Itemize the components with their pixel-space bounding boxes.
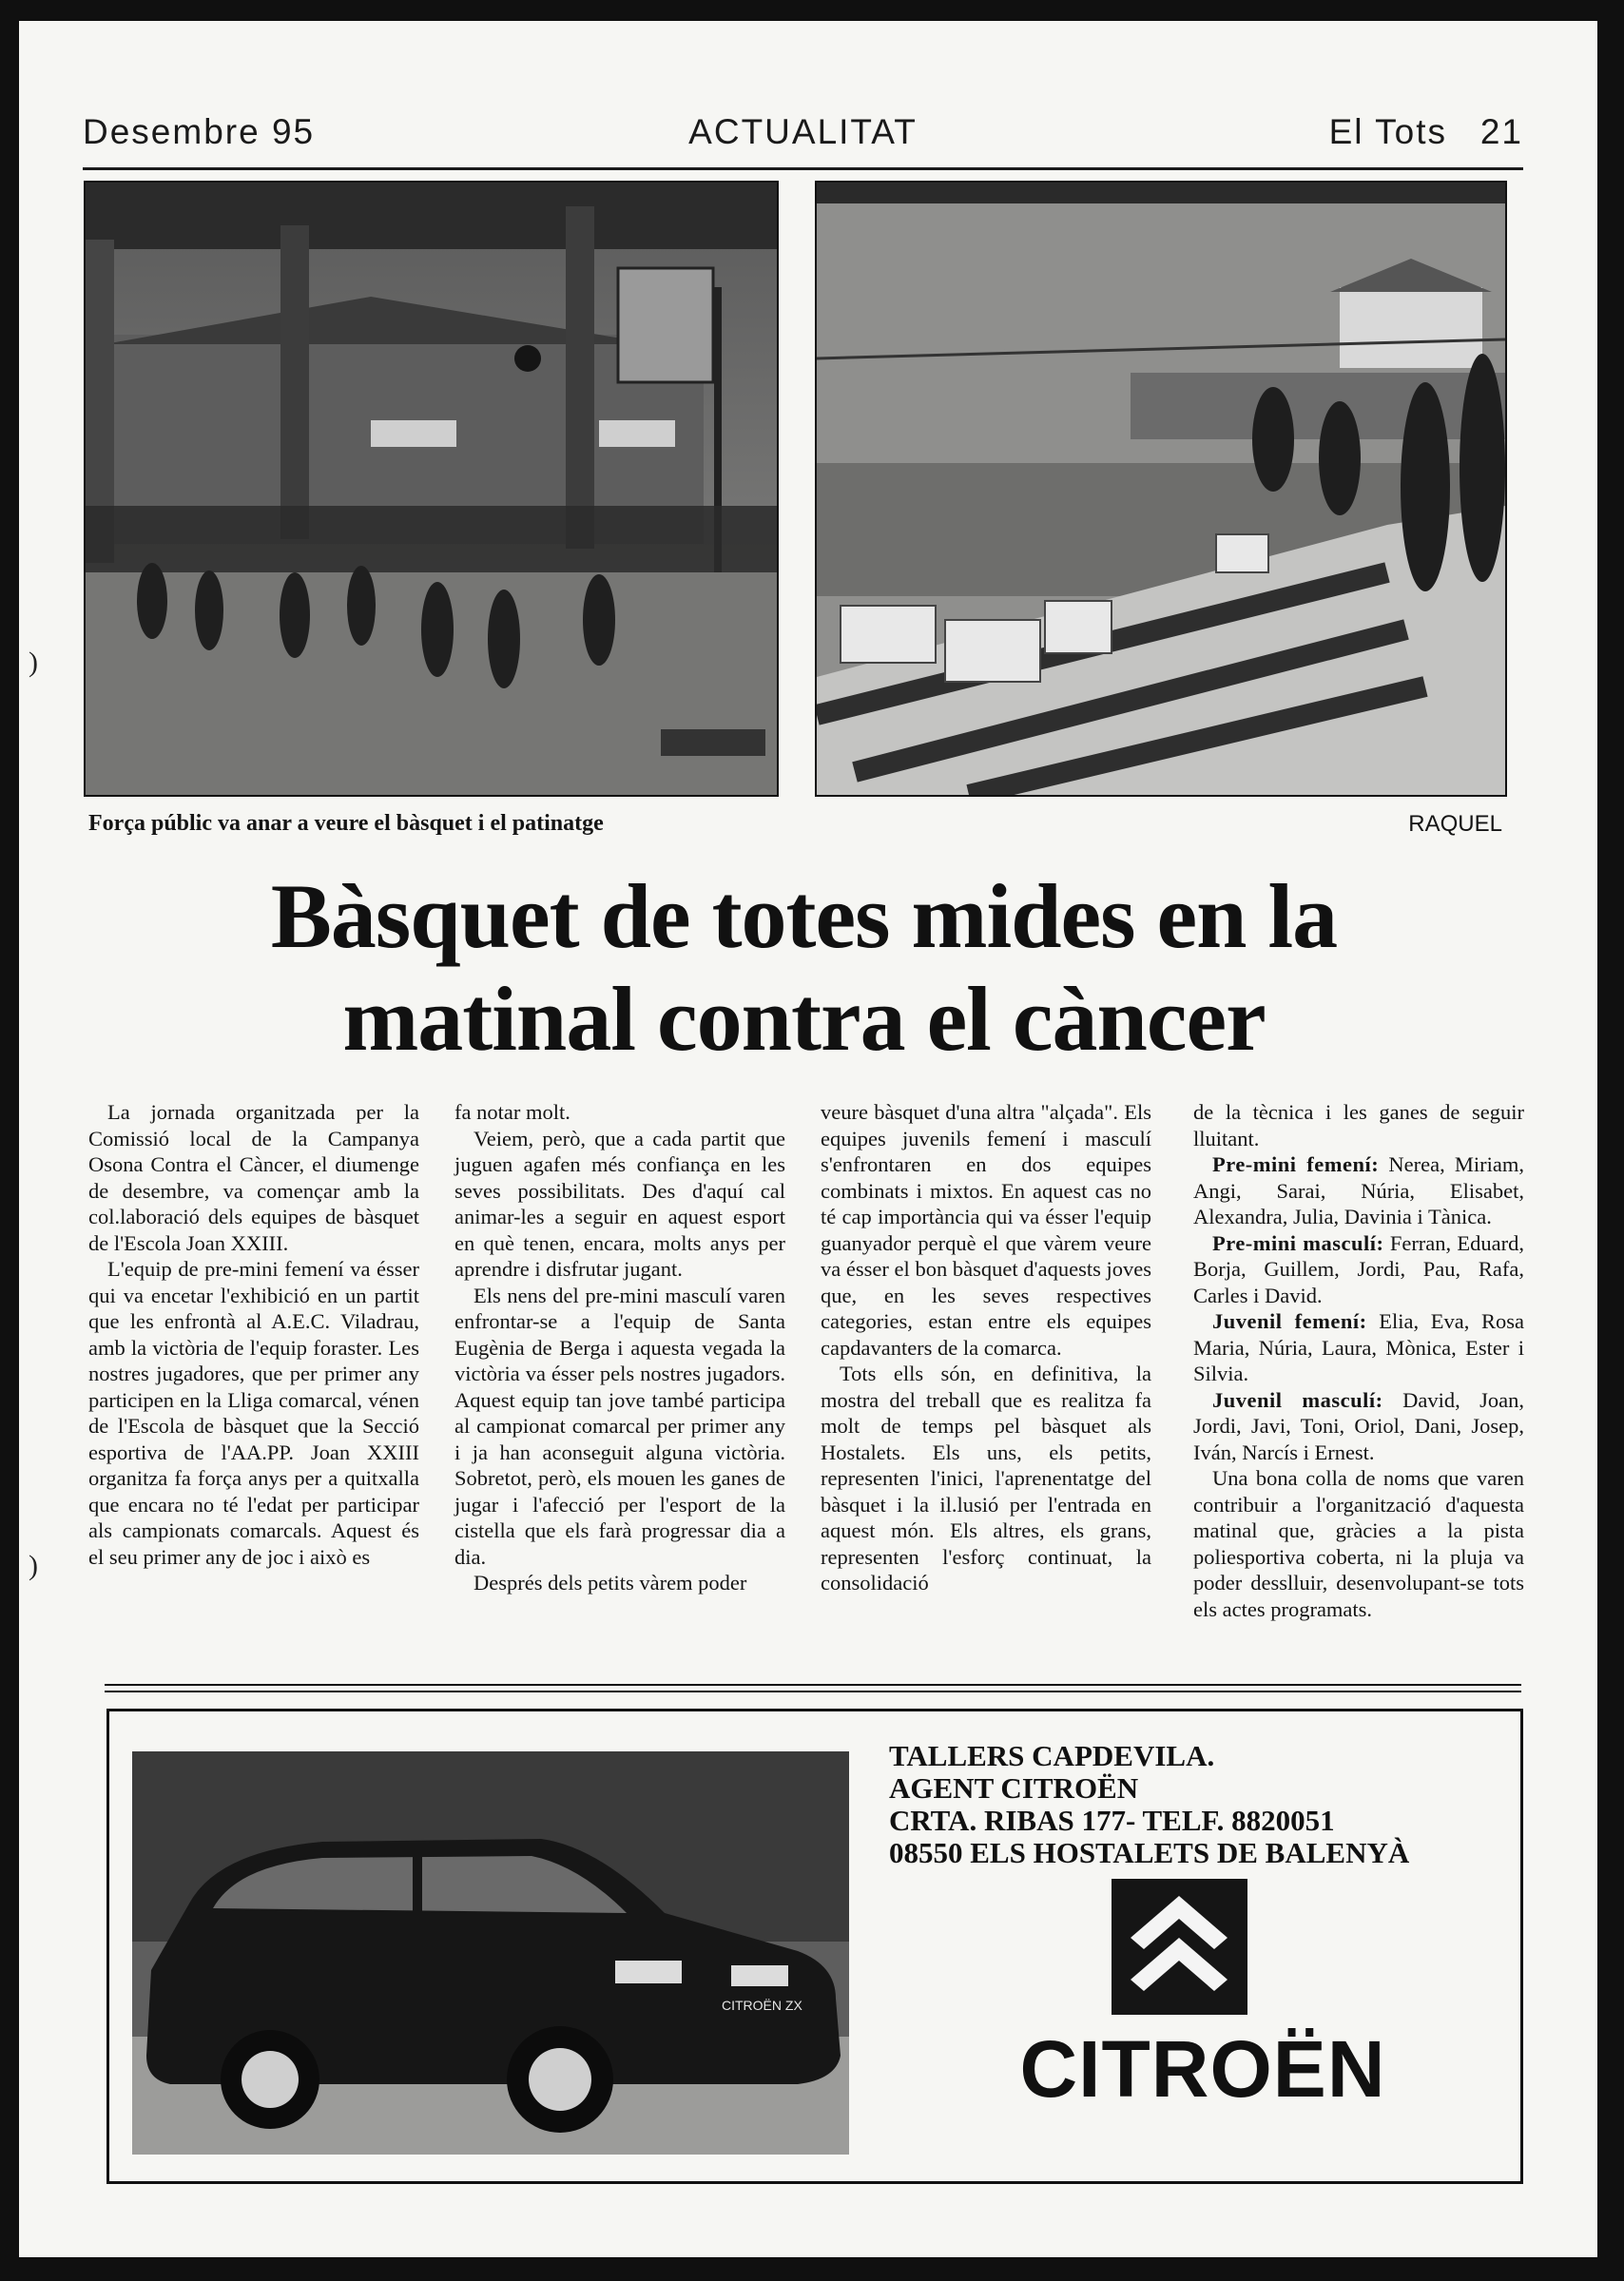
article-headline [84, 865, 1524, 1071]
page-number: 21 [1479, 112, 1523, 151]
article-column-4 [1193, 1099, 1524, 1622]
paragraph: L'equip de pre-mini femení va ésser qui va encetar l'exhibició en un partit que les enfrontà al A.E.C. Viladrau, amb la victòria de l'equip foraster. Les nostres jugadores, que per primer any participen en la Lliga comarcal, vénen de l'Escola de bàsquet que la Secció esportiva de l'AA.PP. Joan XXIII organitza fa força anys per a quitxalla que encara no té l'edat per participar als campionats comarcals. Aquest és el seu primer any de joc i això es [88, 1257, 419, 1569]
basketball-game-photo [84, 181, 779, 797]
prize-table-photo [815, 181, 1507, 797]
dealer-details [889, 1740, 1409, 1869]
paragraph: veure bàsquet d'una altra "alçada". Els equipes juvenils femení i masculí s'enfrontaren en dos equipes combinats i mixtos. En aquest cas no té cap importància qui va ésser l'equip guanyador perquè el que vàrem veure va ésser el bon bàsquet d'aquests joves que, en les seves respectives categories, estan entre els equipes capdavanters de la comarca. [821, 1100, 1151, 1360]
issue-date: Desembre 95 [83, 112, 316, 151]
paragraph: Veiem, però, que a cada partit que juguen agafen més confiança en les seves possibilitats. Des d'aquí cal animar-les a seguir en aquest esport en què tenen, encara, molts anys per aprendre i disfrutar jugant. [454, 1126, 785, 1281]
dealer-agent: AGENT CITROËN [889, 1771, 1139, 1805]
roster-pre-mini-femeni [1193, 1151, 1524, 1230]
dealer-postal-address: 08550 ELS HOSTALETS DE BALENYÀ [889, 1836, 1410, 1869]
roster-names: Elia, Eva, Rosa Maria, Núria, Laura, Mònica, Ester i Silvia. [1193, 1309, 1525, 1385]
roster-label: Juvenil masculí: [1212, 1387, 1383, 1412]
article-column-3 [821, 1099, 1151, 1596]
roster-juvenil-masculi [1193, 1387, 1524, 1466]
roster-juvenil-femeni [1193, 1308, 1524, 1387]
roster-names: David, Joan, Jordi, Javi, Toni, Oriol, Dani, Josep, Iván, Narcís i Ernest. [1193, 1387, 1525, 1464]
roster-label: Pre-mini masculí: [1212, 1230, 1384, 1255]
roster-pre-mini-masculi [1193, 1230, 1524, 1309]
article-column-2 [454, 1099, 785, 1596]
citroen-chevron-logo [1112, 1879, 1247, 2015]
paragraph: fa notar molt. [454, 1100, 570, 1124]
photo-credit: RAQUEL [1408, 811, 1502, 837]
section-title: ACTUALITAT [688, 112, 918, 151]
page-header [83, 95, 1523, 156]
paragraph: de la tècnica i les ganes de seguir lluitant. [1193, 1100, 1524, 1150]
ad-divider-bottom [105, 1691, 1521, 1692]
paragraph: Després dels petits vàrem poder [474, 1571, 747, 1595]
scan-edge-mark-icon: ) [29, 647, 38, 678]
paragraph: Els nens del pre-mini masculí varen enfrontar-se a l'equip de Santa Eugènia de Berga i aquesta vegada la victòria va ésser pels nostres jugadors. Aquest equip tan jove també participa al campionat comarcal per primer any i ja han aconseguit alguna victòria. Sobretot, però, els mouen les ganes de jugar i l'afecció per l'esport de la cistella que els farà progressar dia a dia. [454, 1283, 785, 1569]
car-photo [132, 1751, 849, 2155]
dealer-address-phone: CRTA. RIBAS 177- TELF. 8820051 [889, 1804, 1335, 1837]
paragraph: Una bona colla de noms que varen contribuir a l'organització d'aquesta matinal que, gràcies a la pista poliesportiva coberta, ni la pluja va poder desslluir, desenvolupant-se tots els actes programats. [1193, 1466, 1524, 1621]
roster-label: Pre-mini femení: [1212, 1152, 1380, 1176]
headline-line-1: Bàsquet de totes mides en la [270, 865, 1338, 967]
photo-caption: Força públic va anar a veure el bàsquet i el patinatge [88, 811, 604, 836]
ad-divider-top [105, 1684, 1521, 1686]
citroen-advertisement [106, 1709, 1523, 2184]
roster-label: Juvenil femení: [1212, 1309, 1367, 1333]
paragraph: Tots ells són, en definitiva, la mostra del treball que es realitza fa molt de temps pel bàsquet als Hostalets. Els uns, els petits, representen l'inici, l'aprenentatge del bàsquet i la il.lusió per l'entrada en aquest món. Els altres, els grans, representen l'esforç continuat, la consolidació [821, 1362, 1151, 1595]
roster-names: Ferran, Eduard, Borja, Guillem, Jordi, Pau, Rafa, Carles i David. [1193, 1230, 1525, 1307]
roster-names: Nerea, Miriam, Angi, Sarai, Núria, Elisabet, Alexandra, Julia, Davinia i Tànica. [1193, 1152, 1524, 1228]
article-body [88, 1099, 1524, 1655]
article-column-1 [88, 1099, 419, 1570]
header-divider [83, 167, 1523, 170]
brand-wordmark: CITROËN [1019, 2024, 1386, 2114]
scan-edge-mark-icon: ) [29, 1550, 38, 1581]
car-badge-text: CITROËN ZX [722, 1998, 802, 2013]
paragraph: La jornada organitzada per la Comissió local de la Campanya Osona Contra el Càncer, el diumenge de desembre, va començar amb la col.laboració dels equipes de bàsquet de l'Escola Joan XXIII. [88, 1100, 419, 1255]
headline-line-2: matinal contra el càncer [342, 968, 1266, 1070]
dealer-name: TALLERS CAPDEVILA. [889, 1739, 1215, 1772]
publication-name: El Tots [1328, 112, 1447, 151]
